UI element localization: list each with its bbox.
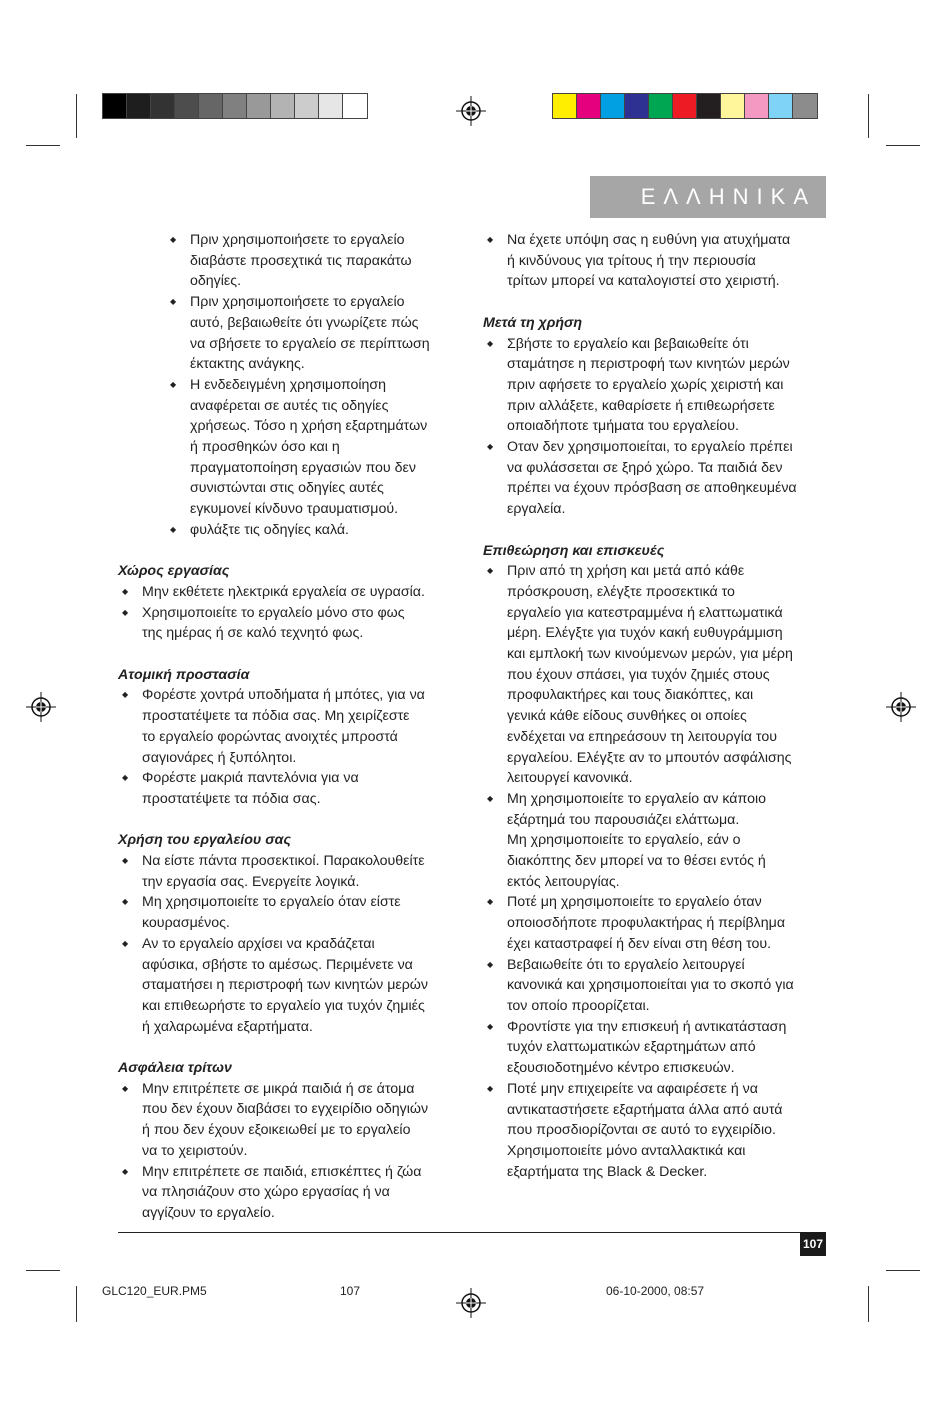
text-line: της ημέρας ή σε καλό τεχνητό φως. (142, 625, 364, 642)
text-line: οποιοσδήποτε προφυλακτήρας ή περίβλημα (507, 915, 786, 932)
color-swatch (721, 94, 745, 118)
text-line: ◆ Μην εκθέτετε ηλεκτρικά εργαλεία σε υγρασία. (142, 583, 425, 600)
bullet-item (483, 830, 828, 892)
bullet-item (166, 230, 476, 292)
color-swatch (745, 94, 769, 118)
text-line: αφύσικα, σβήστε το αμέσως. Περιμένετε να (142, 956, 413, 973)
color-swatch (295, 94, 319, 118)
text-line: ◆ Να έχετε υπόψη σας η ευθύνη για ατυχήματα (507, 232, 791, 248)
text-line: προφυλακτήρες και τους διακόπτες, και (507, 687, 754, 704)
text-line: ή που δεν έχουν εξοικειωθεί με το εργαλείο (142, 1122, 411, 1139)
bullet-item (118, 768, 476, 809)
bullet-item (166, 292, 476, 375)
color-swatch (271, 94, 295, 118)
text-line: ◆ Οταν δεν χρησιμοποιείται, το εργαλείο πρέπει (507, 439, 793, 456)
crop-mark (886, 145, 920, 146)
color-swatch (649, 94, 673, 118)
section-heading: Χρήση του εργαλείου σας (118, 832, 291, 849)
section-items (483, 334, 828, 520)
section-items (118, 1079, 476, 1224)
text-line: ◆ Ποτέ μην επιχειρείτε να αφαιρέσετε ή να (507, 1080, 758, 1097)
registration-mark-icon (456, 1288, 486, 1318)
text-line: ◆ Μην επιτρέπετε σε παιδιά, επισκέπτες ή ζώα (142, 1163, 422, 1180)
registration-mark-icon (456, 96, 486, 126)
text-line: τον οποίο προορίζεται. (507, 997, 650, 1014)
text-line: τυχόν ελαττωματικών εξαρτημάτων από (507, 1039, 756, 1056)
right-text-column (483, 230, 828, 1182)
color-swatch (103, 94, 127, 118)
slug-page-number: 107 (340, 1284, 361, 1298)
bullet-item (166, 375, 476, 520)
color-swatch (199, 94, 223, 118)
text-line: προστατέψετε τα πόδια σας. (142, 790, 321, 807)
section-items (483, 561, 828, 1182)
text-line: ◆ Μην επιτρέπετε σε μικρά παιδιά ή σε άτομα (142, 1080, 415, 1097)
text-line: οδηγίες. (190, 273, 242, 290)
text-line: που προσδιορίζονται σε αυτό το εγχειρίδιο. (507, 1122, 776, 1139)
text-line: ◆ Η ενδεδειγμένη χρησιμοποίηση (190, 376, 387, 393)
text-line: την εργασία σας. Ενεργείτε λογικά. (142, 873, 360, 890)
text-line: αυτό, βεβαιωθείτε ότι γνωρίζετε πώς (190, 314, 419, 331)
text-line: να το χειριστούν. (142, 1142, 248, 1159)
text-line: ◆ Μη χρησιμοποιείτε το εργαλείο όταν είστε (142, 894, 401, 911)
text-line: προστατέψετε τα πόδια σας. Μη χειρίζεστε (142, 708, 410, 725)
text-line: ◆ Χρησιμοποιείτε το εργαλείο μόνο στο φως (142, 604, 405, 621)
crop-mark (26, 1270, 60, 1271)
text-line: ◆ Φορέστε χοντρά υποδήματα ή μπότες, για να (142, 687, 425, 704)
text-line: εγκυμονεί κίνδυνο τραυματισμού. (190, 501, 399, 518)
section-heading: Επιθεώρηση και επισκευές (483, 542, 665, 559)
text-line: εργαλείο για κατεστραμμένα ή ελαττωματικά (507, 604, 783, 621)
grayscale-color-bar (102, 93, 368, 119)
color-swatch (625, 94, 649, 118)
text-line: κανονικά και χρησιμοποιείται για το σκοπό για (507, 977, 794, 994)
text-line: να σβήσετε το εργαλείο σε περίπτωση (190, 335, 430, 352)
text-line: πρέπει να έχουν πρόσβαση σε αποθηκευμένα (507, 480, 797, 497)
text-line: ◆ Αν το εργαλείο αρχίσει να κραδάζεται (142, 935, 375, 952)
text-line: τρίτων μπορεί να καταλογιστεί στο χειριστή. (507, 273, 780, 290)
text-line: πριν αφήσετε το εργαλείο χωρίς χειριστή και (507, 376, 784, 393)
slug-file-name: GLC120_EUR.PM5 (102, 1284, 207, 1298)
color-swatch (223, 94, 247, 118)
bullet-item (483, 892, 828, 954)
section-gap (166, 541, 476, 562)
color-swatch (769, 94, 793, 118)
crop-mark (26, 145, 60, 146)
text-line: ◆ Βεβαιωθείτε ότι το εργαλείο λειτουργεί (507, 956, 745, 973)
slug-timestamp: 06-10-2000, 08:57 (606, 1284, 705, 1298)
text-line: ◆ Πριν χρησιμοποιήσετε το εργαλείο (190, 294, 405, 311)
text-line: αντικαταστήσετε εξαρτήματα άλλα από αυτά (507, 1101, 783, 1118)
text-line: Μη χρησιμοποιείτε το εργαλείο, εάν ο (507, 832, 741, 849)
bullet-item (483, 1079, 828, 1183)
text-line: συνιστώνται στις οδηγίες αυτές (190, 480, 384, 497)
text-line: εξάρτημά του παρουσιάζει ελάττωμα. (507, 811, 740, 828)
text-line: έκτακτης ανάγκης. (190, 356, 305, 373)
text-line: ◆ Να είστε πάντα προσεκτικοί. Παρακολουθείτε (142, 853, 425, 870)
crop-mark (868, 1286, 869, 1322)
text-line: ή προσθηκών όσο και η (190, 439, 340, 456)
text-line: έχει καταστραφεί ή δεν είναι στη θέση του. (507, 935, 772, 952)
bullet-item (118, 851, 476, 892)
text-line: εργαλείου. Ελέγξτε αν το μπουτόν ασφάλισης (507, 749, 792, 766)
left-text-column (118, 230, 476, 1224)
text-line: ή χαλαρωμένα εξαρτήματα. (142, 1018, 313, 1035)
color-swatch (151, 94, 175, 118)
color-swatch (319, 94, 343, 118)
section-items (118, 685, 476, 809)
text-line: το εργαλείο φορώντας ανοιχτές μπροστά (142, 728, 398, 745)
text-line: να πλησιάζουν στο χώρο εργασίας ή να (142, 1184, 390, 1201)
text-line: σαγιονάρες ή ξυπόλητοι. (142, 749, 297, 766)
text-line: οποιαδήποτε τμήματα του εργαλείου. (507, 418, 739, 435)
text-line: που έχουν σπάσει, για τυχόν ζημιές στους (507, 666, 770, 683)
color-swatch (553, 94, 577, 118)
text-line: πριν αλλάξετε, καθαρίσετε ή επιθεωρήσετε (507, 397, 775, 414)
text-line: εργαλεία. (507, 501, 566, 518)
text-line: διαβάστε προσεχτικά τις παρακάτω (190, 252, 412, 269)
text-line: διακόπτης δεν μπορεί να το θέσει εντός ή (507, 853, 766, 870)
color-swatch (577, 94, 601, 118)
bullet-item (483, 561, 828, 789)
bullet-item (483, 437, 828, 520)
text-line: χρήσεως. Τόσο η χρήση εξαρτημάτων (190, 418, 428, 435)
bullet-item (118, 603, 476, 644)
footer-rule (118, 1232, 826, 1233)
text-line: ◆ Σβήστε το εργαλείο και βεβαιωθείτε ότι (507, 335, 749, 352)
text-line: πραγματοποίηση εργασιών που δεν (190, 459, 416, 476)
text-line: ◆ Φορέστε μακριά παντελόνια για να (142, 770, 359, 787)
text-line: ◆ φυλάξτε τις οδηγίες καλά. (190, 521, 349, 538)
section-gap (483, 520, 828, 541)
text-line: πρόσκρουση, ελέγξτε προσεκτικά το (507, 583, 735, 600)
text-line: σταμάτησε η περιστροφή των κινητών μερών (507, 356, 790, 373)
crop-mark (76, 94, 77, 138)
text-line: σταματήσει η περιστροφή των κινητών μερών (142, 977, 428, 994)
text-line: αναφέρεται σε αυτές τις οδηγίες (190, 397, 389, 414)
page-number: 107 (800, 1232, 826, 1256)
color-swatch (127, 94, 151, 118)
text-line: κουρασμένος. (142, 915, 230, 932)
bullet-item (118, 1079, 476, 1162)
text-line: εξαρτήματα της Black & Decker. (507, 1163, 708, 1180)
crop-mark (868, 94, 869, 138)
text-line: γενικά κάθε είδους συνθήκες οι οποίες (507, 708, 747, 725)
bullet-item (483, 789, 828, 830)
text-line: ◆ Ποτέ μη χρησιμοποιείτε το εργαλείο όταν (507, 894, 762, 911)
color-swatch (247, 94, 271, 118)
section-items (118, 851, 476, 1037)
bullet-item (118, 1162, 476, 1224)
text-line: Χρησιμοποιείτε μόνο ανταλλακτικά και (507, 1142, 746, 1159)
color-swatch (343, 94, 367, 118)
bullet-item (118, 892, 476, 933)
crop-mark (76, 1286, 77, 1322)
bullet-item (483, 230, 828, 292)
text-line: ή κινδύνους για τρίτους ή την περιουσία (507, 252, 756, 269)
text-line: ◆ Μη χρησιμοποιείτε το εργαλείο αν κάποιο (507, 790, 767, 807)
bullet-item (118, 582, 476, 603)
bullet-item (118, 934, 476, 1038)
section-heading: Ασφάλεια τρίτων (118, 1060, 232, 1077)
text-line: ενδέχεται να επηρεάσουν τη λειτουργία του (507, 728, 777, 745)
section-heading: Μετά τη χρήση (483, 314, 583, 331)
section-items (118, 582, 476, 644)
section-heading: Ατομική προστασία (118, 666, 250, 683)
text-line: ◆ Πριν χρησιμοποιήσετε το εργαλείο (190, 232, 405, 248)
color-swatch (697, 94, 721, 118)
text-line: ◆ Πριν από τη χρήση και μετά από κάθε (507, 563, 745, 580)
text-line: λειτουργεί κανονικά. (507, 770, 633, 787)
text-line: να φυλάσσεται σε ξηρό χώρο. Τα παιδιά δεν (507, 459, 783, 476)
text-line: εκτός λειτουργίας. (507, 873, 620, 890)
section-gap (166, 644, 476, 665)
text-line: ◆ Φροντίστε για την επισκευή ή αντικατάσταση (507, 1018, 787, 1035)
section-heading: Χώρος εργασίας (118, 563, 230, 580)
text-line: που δεν έχουν διαβάσει το εγχειρίδιο οδηγιών (142, 1101, 429, 1118)
text-line: και επιθεωρήστε το εργαλείο για τυχόν ζημιές (142, 997, 425, 1014)
color-swatch (175, 94, 199, 118)
bullet-item (118, 685, 476, 768)
section-gap (483, 292, 828, 313)
section-gap (166, 810, 476, 831)
color-swatch (673, 94, 697, 118)
bullet-item (483, 955, 828, 1017)
bullet-item (483, 1017, 828, 1079)
process-color-bar (552, 93, 818, 119)
text-line: εξουσιοδοτημένο κέντρο επισκευών. (507, 1060, 735, 1077)
bullet-item (483, 334, 828, 438)
text-line: αγγίζουν το εργαλείο. (142, 1204, 275, 1221)
text-line: μέρη. Ελέγξτε για τυχόν κακή ευθυγράμμιση (507, 625, 783, 642)
crop-mark (886, 1270, 920, 1271)
bullet-item (166, 520, 476, 541)
text-line: και εμπλοκή των κινούμενων μερών, για μέρη (507, 646, 793, 663)
registration-mark-icon (26, 692, 56, 722)
section-gap (166, 1037, 476, 1058)
registration-mark-icon (886, 692, 916, 722)
color-swatch (793, 94, 817, 118)
color-swatch (601, 94, 625, 118)
language-banner: ΕΛΛΗΝΙΚΑ (590, 176, 826, 218)
